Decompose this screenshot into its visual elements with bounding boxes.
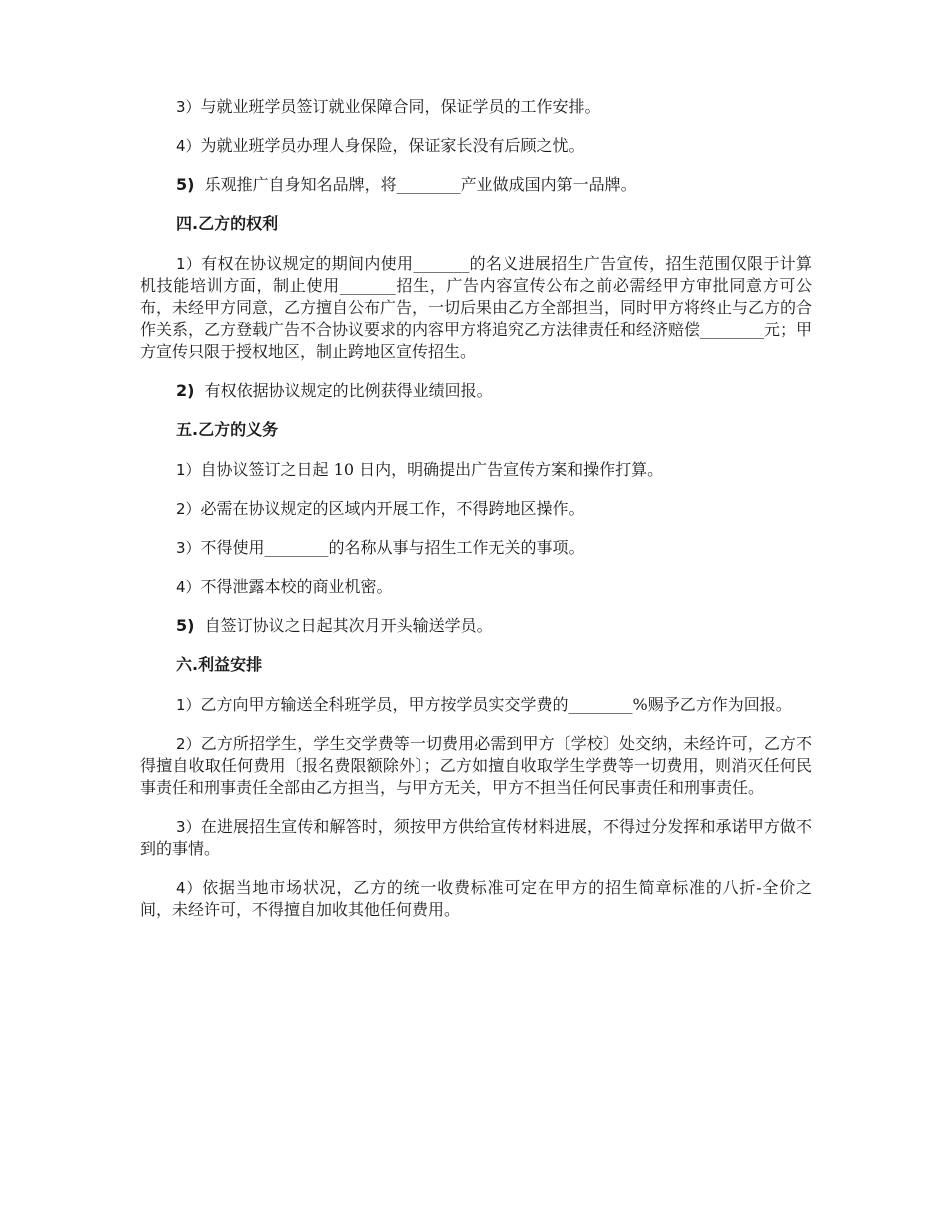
clause-text: 不得泄露本校的商业机密。	[200, 577, 393, 596]
clause-5-5	[140, 615, 812, 637]
clause-4-1	[140, 253, 812, 363]
clause-5-4	[140, 576, 812, 598]
clause-number: 3）	[176, 539, 201, 557]
clause-text: 乙方所招学生，学生交学费等一切费用必需到甲方〔学校〕处交纳，未经许可，乙方不得擅自收取任何费用〔报名费限额除外〕；乙方如擅自收取学生学费等一切费用，则消灭任何民事责任和刑事责任全部由乙方担当，与甲方无关，甲方不担当任何民事责任和刑事责任。	[140, 734, 812, 797]
clause-number: 1）	[176, 696, 201, 714]
clause-3-4	[140, 135, 812, 157]
clause-number: 5)	[176, 175, 195, 194]
clause-number: 4）	[176, 879, 203, 897]
section-heading-benefits: 六.利益安排	[176, 655, 263, 674]
section-heading-obligations: 五.乙方的义务	[176, 420, 279, 439]
clause-number: 1）	[176, 255, 202, 273]
clause-text: 自协议签订之日起 10 日内，明确提出广告宣传方案和操作打算。	[200, 460, 664, 479]
clause-number: 4）	[176, 578, 201, 596]
clause-3-5	[140, 174, 812, 196]
clause-6-4	[140, 877, 812, 921]
clause-text: 与就业班学员签订就业保障合同，保证学员的工作安排。	[200, 97, 601, 116]
clause-text: 有权依据协议规定的比例获得业绩回报。	[204, 381, 493, 400]
clause-text: 为就业班学员办理人身保险，保证家长没有后顾之忧。	[200, 136, 585, 155]
clause-6-1	[140, 694, 812, 716]
clause-4-2	[140, 380, 812, 402]
clause-text: 有权在协议规定的期间内使用_______的名义进展招生广告宣传，招生范围仅限于计算机技能培训方面，制止使用_______招生，广告内容宣传公布之前必需经甲方审批同意方可公布，未经甲方同意，乙方擅自公布广告，一切后果由乙方全部担当，同时甲方将终止与乙方的合作关系，乙方登载广告不合协议要求的内容甲方将追究乙方法律责任和经济赔偿________元；甲方宣传只限于授权地区，制止跨地区宣传招生。	[140, 254, 813, 361]
clause-number: 4）	[176, 137, 201, 155]
clause-number: 5)	[176, 616, 195, 635]
clause-number: 1）	[176, 461, 201, 479]
clause-5-2	[140, 498, 812, 520]
clause-number: 3）	[176, 98, 201, 116]
clause-number: 2）	[176, 500, 201, 518]
section-heading-rights: 四.乙方的权利	[176, 214, 279, 233]
clause-text: 在进展招生宣传和解答时，须按甲方供给宣传材料进展，不得过分发挥和承诺甲方做不到的事情。	[140, 817, 812, 858]
clause-3-3	[140, 96, 812, 118]
clause-text: 乐观推广自身知名品牌，将________产业做成国内第一品牌。	[204, 175, 637, 194]
clause-text: 自签订协议之日起其次月开头输送学员。	[204, 616, 493, 635]
clause-text: 不得使用________的名称从事与招生工作无关的事项。	[200, 538, 585, 557]
clause-text: 乙方向甲方输送全科班学员，甲方按学员实交学费的________%赐予乙方作为回报。	[200, 695, 792, 714]
clause-number: 2)	[176, 381, 195, 400]
clause-6-3	[140, 816, 812, 860]
clause-number: 3）	[176, 818, 201, 836]
clause-number: 2）	[176, 735, 201, 753]
clause-6-2	[140, 733, 812, 799]
clause-text: 依据当地市场状况，乙方的统一收费标准可定在甲方的招生简章标准的八折-全价之间，未经许可，不得擅自加收其他任何费用。	[140, 878, 812, 919]
clause-text: 必需在协议规定的区域内开展工作，不得跨地区操作。	[200, 499, 585, 518]
clause-5-3	[140, 537, 812, 559]
document-body	[140, 96, 812, 938]
clause-5-1	[140, 459, 812, 481]
